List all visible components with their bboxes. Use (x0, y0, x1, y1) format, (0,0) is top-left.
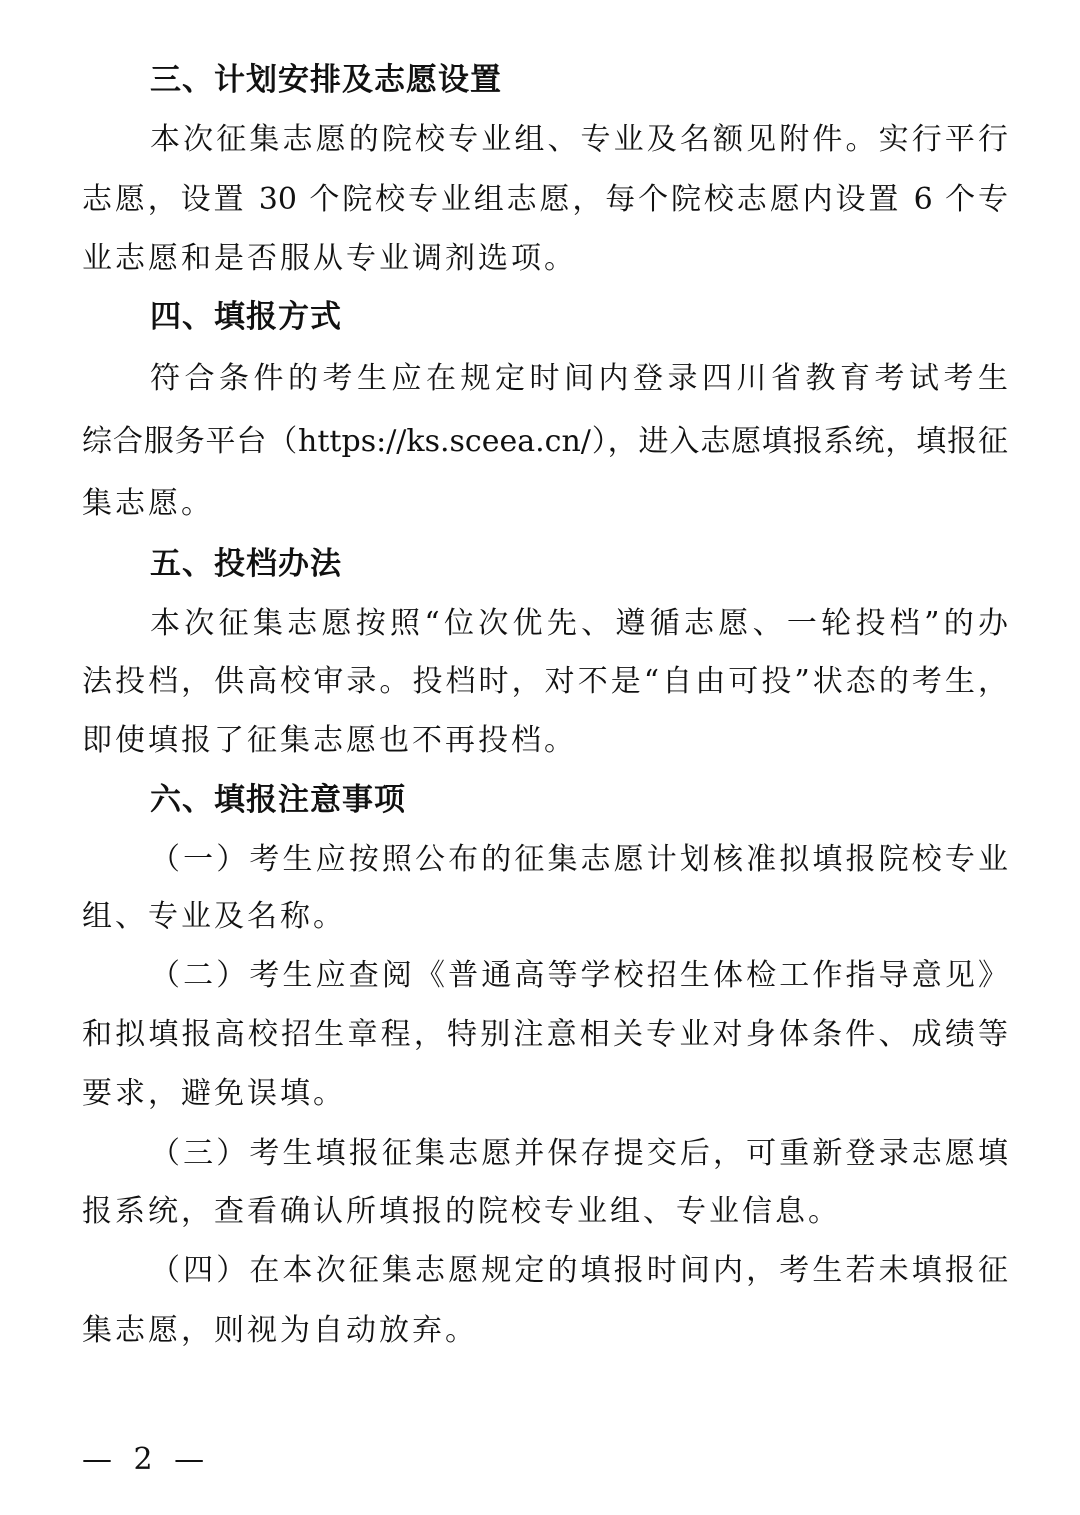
section-heading-plan: 三、计划安排及志愿设置 (150, 62, 502, 98)
paragraph-line: 法投档，供高校审录。投档时，对不是“自由可投”状态的考生， (82, 664, 1008, 699)
paragraph-line: 符合条件的考生应在规定时间内登录四川省教育考试考生 (150, 361, 1008, 396)
section-heading-filing: 五、投档办法 (150, 546, 342, 582)
paragraph-line: 本次征集志愿按照“位次优先、遵循志愿、一轮投档”的办 (150, 606, 1008, 641)
paragraph-line: 综合服务平台（https://ks.sceea.cn/），进入志愿填报系统，填报征 (82, 424, 1008, 459)
note-item-line: （二）考生应查阅《普通高等学校招生体检工作指导意见》 (150, 958, 1008, 993)
note-item-line: 集志愿，则视为自动放弃。 (82, 1313, 478, 1348)
page-number: — 2 — (82, 1442, 211, 1477)
paragraph-line: 本次征集志愿的院校专业组、专业及名额见附件。实行平行 (150, 122, 1008, 157)
paragraph-line: 集志愿。 (82, 486, 214, 521)
section-heading-method: 四、填报方式 (150, 299, 342, 335)
note-item-line: 报系统，查看确认所填报的院校专业组、专业信息。 (82, 1194, 841, 1229)
note-item-line: （一）考生应按照公布的征集志愿计划核准拟填报院校专业 (150, 842, 1008, 877)
note-item-line: 要求，避免误填。 (82, 1076, 346, 1111)
note-item-line: （四）在本次征集志愿规定的填报时间内，考生若未填报征 (150, 1253, 1008, 1288)
note-item-line: 组、专业及名称。 (82, 899, 346, 934)
paragraph-line: 志愿，设置 30 个院校专业组志愿，每个院校志愿内设置 6 个专 (82, 182, 1008, 217)
section-heading-notes: 六、填报注意事项 (150, 782, 406, 818)
paragraph-line: 即使填报了征集志愿也不再投档。 (82, 723, 577, 758)
paragraph-line: 业志愿和是否服从专业调剂选项。 (82, 241, 577, 276)
note-item-line: （三）考生填报征集志愿并保存提交后，可重新登录志愿填 (150, 1136, 1008, 1171)
note-item-line: 和拟填报高校招生章程，特别注意相关专业对身体条件、成绩等 (82, 1017, 1008, 1052)
